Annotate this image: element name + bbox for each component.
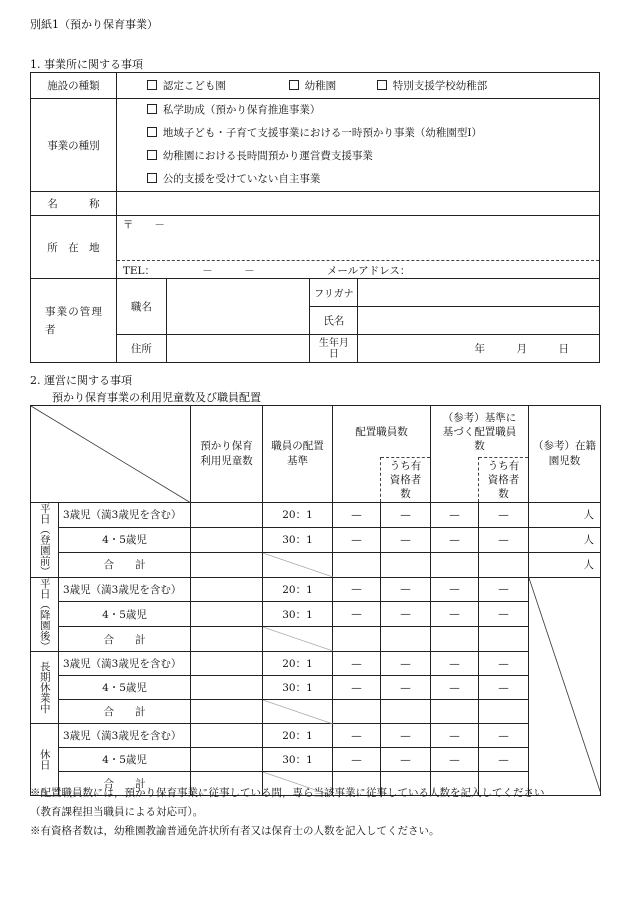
age-row-label: 3歳児（満3歳児を含む）	[59, 503, 191, 528]
diagonal-line	[31, 406, 191, 503]
checkbox-icon[interactable]	[377, 80, 387, 90]
manager-label: 事業の管理者	[31, 279, 117, 363]
diagonal-line	[529, 578, 601, 794]
table-row	[31, 503, 601, 528]
staff-qualified-field[interactable]	[381, 700, 431, 724]
ref-qualified-field[interactable]: —	[479, 748, 529, 772]
ref-qualified-field[interactable]: —	[479, 577, 529, 602]
age-row-label: 4・5歳児	[59, 527, 191, 552]
staff-ratio: 30：1	[263, 748, 333, 772]
children-count-field[interactable]	[191, 627, 263, 652]
age-row-label: 3歳児（満3歳児を含む）	[59, 652, 191, 676]
children-count-field[interactable]	[191, 577, 263, 602]
enrolled-na-cell	[529, 577, 601, 796]
table-row	[31, 627, 601, 652]
birth-label: 生年月日	[310, 335, 358, 363]
total-row-label: 合 計	[59, 552, 191, 577]
staff-qualified-field[interactable]: —	[381, 748, 431, 772]
ref-qualified-field[interactable]: —	[479, 676, 529, 700]
total-row-label: 合 計	[59, 700, 191, 724]
staff-ratio: 20：1	[263, 577, 333, 602]
staff-ratio: 30：1	[263, 676, 333, 700]
staff-count-field[interactable]: —	[333, 748, 381, 772]
children-count-field[interactable]	[191, 724, 263, 748]
staff-count-field[interactable]: —	[333, 577, 381, 602]
table-row	[31, 652, 601, 676]
facility-option-kindergarten[interactable]: 幼稚園	[289, 80, 337, 92]
notes	[30, 784, 610, 841]
section2-subtitle: 預かり保育事業の利用児童数及び職員配置	[52, 391, 261, 404]
staff-count-field[interactable]	[333, 700, 381, 724]
ref-staff-count-field[interactable]	[431, 552, 479, 577]
ref-staff-count-field[interactable]: —	[431, 527, 479, 552]
section1-title: 1. 事業所に関する事項	[30, 58, 143, 71]
checkbox-icon[interactable]	[147, 127, 157, 137]
ref-qualified-field[interactable]: —	[479, 602, 529, 627]
children-count-field[interactable]	[191, 676, 263, 700]
checkbox-icon[interactable]	[147, 104, 157, 114]
group-label: 休日	[31, 724, 59, 796]
ref-staff-count-field[interactable]: —	[431, 676, 479, 700]
age-row-label: 4・5歳児	[59, 602, 191, 627]
staff-qualified-field[interactable]: —	[381, 602, 431, 627]
checkbox-icon[interactable]	[147, 80, 157, 90]
group-label: 平日（降園後）	[31, 577, 59, 652]
note-1-cont: （教育課程担当職員による対応可）。	[30, 806, 204, 818]
table-row	[31, 724, 601, 748]
table-row	[31, 676, 601, 700]
children-count-field[interactable]	[191, 552, 263, 577]
staff-qualified-field[interactable]: —	[381, 503, 431, 528]
children-count-field[interactable]	[191, 503, 263, 528]
col-ref-staff-header: （参考）基準に基づく配置職員数	[431, 406, 529, 458]
staff-ratio	[263, 700, 333, 724]
checkbox-icon[interactable]	[147, 150, 157, 160]
children-count-field[interactable]	[191, 602, 263, 627]
staff-qualified-field[interactable]	[381, 627, 431, 652]
staff-qualified-field[interactable]: —	[381, 724, 431, 748]
table-row	[31, 700, 601, 724]
staff-count-field[interactable]	[333, 552, 381, 577]
facility-info-table	[30, 72, 600, 363]
diagonal-line	[263, 700, 333, 724]
facility-type-label: 施設の種類	[31, 73, 117, 99]
ref-staff-count-field[interactable]	[431, 700, 479, 724]
ref-qualified-field[interactable]	[479, 552, 529, 577]
name-label: 名 称	[31, 192, 117, 216]
position-label: 職名	[116, 279, 166, 335]
ref-qualified-field[interactable]: —	[479, 503, 529, 528]
age-row-label: 3歳児（満3歳児を含む）	[59, 724, 191, 748]
address-label: 所 在 地	[31, 216, 117, 279]
ref-staff-count-field[interactable]: —	[431, 577, 479, 602]
facility-type-options	[116, 73, 599, 99]
business-option-1[interactable]: 私学助成（預かり保育推進事業）	[147, 99, 599, 122]
staff-ratio	[263, 627, 333, 652]
staff-qualified-field[interactable]	[381, 552, 431, 577]
table-row	[31, 527, 601, 552]
children-count-field[interactable]	[191, 527, 263, 552]
staff-ratio: 20：1	[263, 503, 333, 528]
name-field[interactable]	[116, 192, 599, 216]
staff-count-field[interactable]: —	[333, 602, 381, 627]
col-staff-qual-header: うち有資格者数	[381, 458, 431, 503]
ref-staff-count-field[interactable]: —	[431, 602, 479, 627]
enrolled-count-field[interactable]: 人	[529, 503, 601, 528]
furigana-field[interactable]	[358, 279, 600, 307]
children-count-field[interactable]	[191, 652, 263, 676]
business-option-3[interactable]: 幼稚園における長時間預かり運営費支援事業	[147, 145, 599, 168]
furigana-label: フリガナ	[310, 279, 358, 307]
section2-title: 2. 運営に関する事項	[30, 374, 132, 387]
age-row-label: 4・5歳児	[59, 676, 191, 700]
person-name-label: 氏名	[310, 307, 358, 335]
business-type-label: 事業の種別	[31, 99, 117, 192]
ref-staff-count-field[interactable]: —	[431, 652, 479, 676]
note-1: ※配置職員数には，預かり保育事業に従事している間，専ら当該事業に従事している人数を記入してください	[30, 787, 545, 799]
note-2: ※有資格者数は，幼稚園教諭普通免許状所有者又は保育士の人数を記入してください。	[30, 825, 440, 837]
age-row-label: 4・5歳児	[59, 748, 191, 772]
checkbox-icon[interactable]	[289, 80, 299, 90]
staff-qualified-field[interactable]: —	[381, 676, 431, 700]
ref-qualified-field[interactable]: —	[479, 724, 529, 748]
children-count-field[interactable]	[191, 700, 263, 724]
business-option-4[interactable]: 公的支援を受けていない自主事業	[147, 168, 599, 191]
ref-staff-count-field[interactable]	[431, 627, 479, 652]
col-enrolled-header: （参考）在籍園児数	[529, 406, 601, 503]
children-count-field[interactable]	[191, 748, 263, 772]
postal-mark: 〒 －	[122, 219, 165, 231]
staff-count-field[interactable]: —	[333, 724, 381, 748]
table-row	[31, 748, 601, 772]
ref-qualified-field[interactable]: —	[479, 527, 529, 552]
diagonal-line	[263, 553, 333, 577]
address-field[interactable]	[116, 216, 599, 279]
staff-qualified-field[interactable]: —	[381, 652, 431, 676]
business-option-2[interactable]: 地域子ども・子育て支援事業における一時預かり事業（幼稚園型Ⅰ）	[147, 122, 599, 145]
mail-label: メールアドレス：	[326, 265, 411, 277]
checkbox-icon[interactable]	[147, 173, 157, 183]
attachment-label: 別紙1（預かり保育事業）	[30, 18, 158, 31]
operations-table	[30, 405, 601, 796]
staff-ratio: 20：1	[263, 652, 333, 676]
facility-option-kodomoen[interactable]: 認定こども園	[147, 80, 226, 92]
staff-count-field[interactable]: —	[333, 527, 381, 552]
staff-qualified-field[interactable]: —	[381, 527, 431, 552]
staff-qualified-field[interactable]: —	[381, 577, 431, 602]
table-row	[31, 602, 601, 627]
home-address-field[interactable]	[166, 335, 310, 363]
staff-ratio: 30：1	[263, 527, 333, 552]
enrolled-count-field[interactable]: 人	[529, 552, 601, 577]
staff-count-field[interactable]: —	[333, 676, 381, 700]
staff-count-field[interactable]	[333, 627, 381, 652]
staff-ratio	[263, 552, 333, 577]
group-label: 長期休業中	[31, 652, 59, 724]
staff-count-field[interactable]: —	[333, 652, 381, 676]
ref-qualified-field[interactable]: —	[479, 652, 529, 676]
col-ref-qual-header: うち有資格者数	[479, 458, 529, 503]
enrolled-count-field[interactable]: 人	[529, 527, 601, 552]
facility-option-special-school[interactable]: 特別支援学校幼稚部	[377, 80, 488, 92]
person-name-field[interactable]	[358, 307, 600, 335]
table-row	[31, 577, 601, 602]
total-row-label: 合 計	[59, 772, 191, 796]
ref-staff-count-field[interactable]: —	[431, 724, 479, 748]
staff-count-field[interactable]: —	[333, 503, 381, 528]
ref-staff-count-field[interactable]: —	[431, 748, 479, 772]
position-field[interactable]	[166, 279, 310, 335]
corner-cell	[31, 406, 191, 503]
col-children-header: 預かり保育利用児童数	[191, 406, 263, 503]
group-label: 平日（登園前）	[31, 503, 59, 578]
ref-staff-count-field[interactable]: —	[431, 503, 479, 528]
business-type-options	[116, 99, 599, 192]
col-staff-header: 配置職員数	[333, 406, 431, 458]
age-row-label: 3歳児（満3歳児を含む）	[59, 577, 191, 602]
birth-field[interactable]: 年 月 日	[358, 335, 600, 363]
staff-ratio: 20：1	[263, 724, 333, 748]
col-standard-header: 職員の配置基準	[263, 406, 333, 503]
ref-qualified-field[interactable]	[479, 700, 529, 724]
ref-qualified-field[interactable]	[479, 627, 529, 652]
diagonal-line	[263, 627, 333, 651]
staff-ratio: 30：1	[263, 602, 333, 627]
home-address-label: 住所	[116, 335, 166, 363]
table-row	[31, 552, 601, 577]
tel-label: TEL： － －	[122, 265, 255, 277]
total-row-label: 合 計	[59, 627, 191, 652]
